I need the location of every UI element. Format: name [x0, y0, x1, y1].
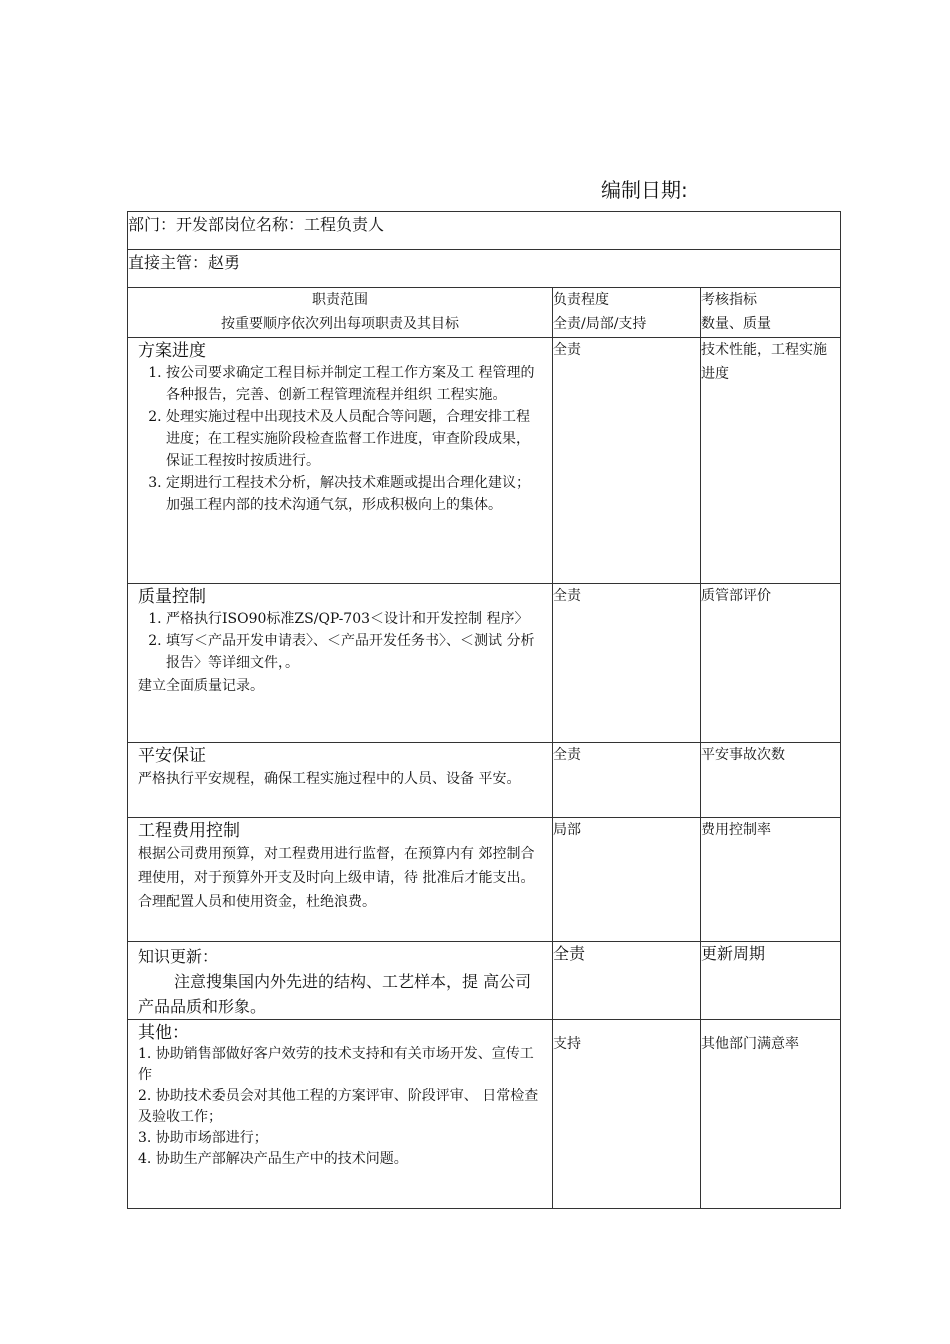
other-degree: 支持 [553, 1020, 701, 1209]
date-label: 编制日期: [601, 178, 688, 202]
safety-text: 严格执行平安规程，确保工程实施过程中的人员、设备 平安。 [138, 771, 521, 787]
scope-header-title: 职责范围 [312, 292, 368, 308]
plan-scope-cell [128, 338, 553, 584]
cost-scope-cell [128, 818, 553, 942]
other-line: 3. 协助市场部进行； [138, 1130, 268, 1146]
other-scope-cell [128, 1020, 553, 1209]
scope-header-sub: 按重要顺序依次列出每项职责及其目标 [221, 316, 459, 332]
supervisor-row [128, 250, 841, 288]
quality-item: 2. 填写＜产品开发申请表〉、＜产品开发任务书〉、＜测试 分析报告〉等详细文件，。 [166, 630, 542, 674]
safety-kpi: 平安事故次数 [701, 743, 841, 818]
quality-kpi: 质管部评价 [701, 584, 841, 743]
cost-row [128, 818, 841, 942]
cost-degree: 局部 [553, 818, 701, 942]
safety-scope-cell [128, 743, 553, 818]
quality-degree: 全责 [553, 584, 701, 743]
cost-text: 根据公司费用预算，对工程费用进行监督，在预算内有 郊控制合理使用，对于预算外开支及时向上级申请，待 批准后才能支出。合理配置人员和使用资金，杜绝浪费。 [138, 846, 535, 910]
kpi-header-sub: 数量、质量 [701, 316, 771, 332]
knowledge-row [128, 942, 841, 1020]
plan-list [128, 362, 552, 516]
quality-item: 1. 严格执行ISO90标准ZS/QP-703＜设计和开发控制 程序〉 [166, 608, 542, 630]
scope-header [128, 288, 553, 338]
plan-kpi: 技术性能，工程实施进度 [701, 338, 841, 584]
other-line: 2. 协助技术委员会对其他工程的方案评审、阶段评审、 日常检查及验收工作； [138, 1088, 539, 1125]
quality-scope-cell [128, 584, 553, 743]
knowledge-degree: 全责 [553, 942, 701, 1020]
degree-header-sub: 全责/局部/支持 [553, 316, 647, 332]
safety-row [128, 743, 841, 818]
supervisor-cell: 直接主管：赵勇 [128, 250, 841, 288]
column-header-row [128, 288, 841, 338]
plan-item: 1. 按公司要求确定工程目标并制定工程工作方案及工 程管理的各种报告，完善、创新工程管理流程并组织 工程实施。 [166, 362, 542, 406]
safety-degree: 全责 [553, 743, 701, 818]
quality-title: 质量控制 [138, 587, 206, 607]
degree-header-title: 负责程度 [553, 292, 609, 308]
other-line: 4. 协助生产部解决产品生产中的技术问题。 [138, 1151, 408, 1167]
cost-title: 工程费用控制 [138, 821, 240, 841]
kpi-header [701, 288, 841, 338]
dept-row [128, 212, 841, 250]
plan-row [128, 338, 841, 584]
plan-item: 2. 处理实施过程中出现技术及人员配合等问题，合理安排工程进度；在工程实施阶段检查监督工作进度，审查阶段成果，保证工程按时按质进行。 [166, 406, 542, 472]
cost-kpi: 费用控制率 [701, 818, 841, 942]
plan-item: 3. 定期进行工程技术分析，解决技术难题或提出合理化建议；加强工程内部的技术沟通气氛，形成积极向上的集体。 [166, 472, 542, 516]
other-line: 1. 协助销售部做好客户效劳的技术支持和有关市场开发、宣传工作 [138, 1046, 534, 1083]
quality-note: 建立全面质量记录。 [138, 678, 264, 694]
knowledge-scope-cell [128, 942, 553, 1020]
knowledge-title: 知识更新： [138, 947, 219, 966]
degree-header [553, 288, 701, 338]
job-description-table [127, 211, 841, 1209]
knowledge-text: 注意搜集国内外先进的结构、工艺样本，提 高公司产品品质和形象。 [138, 972, 532, 1016]
quality-list [128, 608, 552, 674]
kpi-header-title: 考核指标 [701, 292, 757, 308]
plan-title: 方案进度 [138, 341, 206, 361]
other-kpi: 其他部门满意率 [701, 1020, 841, 1209]
other-row [128, 1020, 841, 1209]
dept-position-cell: 部门：开发部岗位名称：工程负责人 [128, 212, 841, 250]
quality-row [128, 584, 841, 743]
plan-degree: 全责 [553, 338, 701, 584]
knowledge-kpi: 更新周期 [701, 942, 841, 1020]
safety-title: 平安保证 [138, 746, 206, 766]
other-title: 其他： [138, 1023, 189, 1043]
